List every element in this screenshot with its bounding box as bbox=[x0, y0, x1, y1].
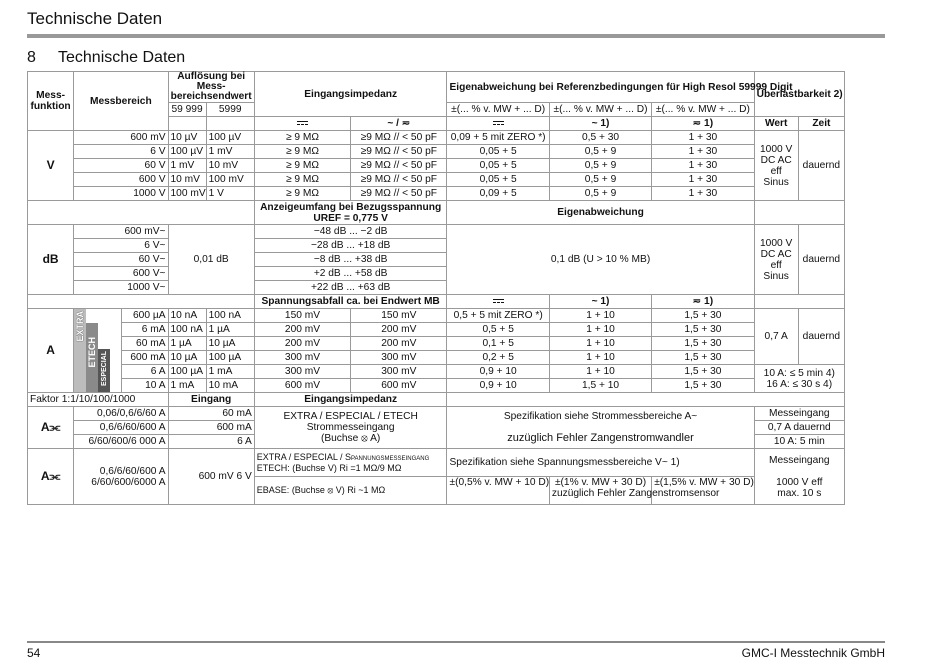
range-cell: 6 A bbox=[122, 365, 168, 379]
err-ac-cell: 0,5 + 9 bbox=[549, 159, 651, 173]
drop1-cell: 200 mV bbox=[254, 337, 350, 351]
h-err-sub3: ±(... % v. MW + ... D) bbox=[652, 103, 754, 117]
in-cell: 6 A bbox=[168, 435, 254, 449]
res2-cell: 1 µA bbox=[206, 323, 254, 337]
err-acdc-cell: 1 + 30 bbox=[652, 131, 754, 145]
clamp1-ol1: Messeingang bbox=[754, 407, 844, 421]
err-ac-cell: 1 + 10 bbox=[549, 309, 651, 323]
v-row bbox=[28, 187, 845, 201]
drop2-cell: 200 mV bbox=[351, 323, 447, 337]
drop1-cell: 200 mV bbox=[254, 323, 350, 337]
db-disp-cell: −48 dB ... −2 dB bbox=[254, 225, 447, 239]
imp-ac-cell: ≥9 MΩ // < 50 pF bbox=[351, 159, 447, 173]
a-h-acdc: ≂ 1) bbox=[652, 295, 754, 309]
a-header-blank bbox=[28, 295, 255, 309]
drop1-cell: 300 mV bbox=[254, 351, 350, 365]
func-db: dB bbox=[28, 225, 74, 295]
res2-cell: 1 mV bbox=[206, 145, 254, 159]
db-overload: 1000 V DC AC eff Sinus bbox=[754, 225, 798, 295]
range-cell: 10 A bbox=[122, 379, 168, 393]
h-error: Eigenabweichung bei Referenzbedingungen für High Resol 59999 Digit bbox=[447, 72, 754, 103]
footer-company: GMC-I Messtechnik GmbH bbox=[741, 646, 885, 660]
page-header-title: Technische Daten bbox=[27, 9, 163, 28]
range-cell: 600 mV bbox=[74, 131, 168, 145]
h-err-dc bbox=[447, 117, 549, 131]
err-acdc-cell: 1,5 + 30 bbox=[652, 323, 754, 337]
drop1-cell: 600 mV bbox=[254, 379, 350, 393]
clamp2-spec: Spezifikation siehe Spannungsmessbereiche V~ 1) bbox=[447, 449, 754, 477]
db-disp-cell: +2 dB ... +58 dB bbox=[254, 267, 447, 281]
a-overload2: 10 A: ≤ 5 min 4) bbox=[763, 367, 835, 379]
h-res-5999: 5999 bbox=[206, 103, 254, 117]
err-acdc-cell: 1,5 + 30 bbox=[652, 351, 754, 365]
range-cell: 60 mA bbox=[122, 337, 168, 351]
db-disp-cell: −28 dB ... +18 dB bbox=[254, 239, 447, 253]
res1-cell: 100 µV bbox=[168, 145, 206, 159]
db-err: 0,1 dB (U > 10 % MB) bbox=[447, 225, 754, 295]
err-dc-cell: 0,9 + 10 bbox=[447, 365, 549, 379]
h-function: Mess- funktion bbox=[28, 72, 74, 131]
err-dc-cell: 0,05 + 5 bbox=[447, 159, 549, 173]
clamp2-ol bbox=[754, 449, 844, 505]
h-zeit: Zeit bbox=[798, 117, 844, 131]
drop2-cell: 300 mV bbox=[351, 365, 447, 379]
range-cell: 600 µA bbox=[122, 309, 168, 323]
a-h-ac: ~ 1) bbox=[549, 295, 651, 309]
range-cell: 600 V~ bbox=[74, 267, 168, 281]
clamp1-ol3: 10 A: 5 min bbox=[754, 435, 844, 449]
v-row bbox=[28, 159, 845, 173]
err-dc-cell: 0,05 + 5 bbox=[447, 145, 549, 159]
clamp2-imp2: ETECH: (Buchse V) Ri =1 MΩ/9 MΩ bbox=[256, 462, 402, 473]
clamp2-imp1: EXTRA / ESPECIAL / Spannungsmesseingang bbox=[256, 451, 430, 462]
err-acdc-cell: 1,5 + 30 bbox=[652, 379, 754, 393]
h-overload: Überlastbarkeit 2) bbox=[754, 72, 844, 117]
clamp1-imp2: Strommesseingang bbox=[306, 422, 395, 433]
db-res: 0,01 dB bbox=[168, 225, 254, 295]
range-cell: 6 V bbox=[74, 145, 168, 159]
h-wert: Wert bbox=[754, 117, 798, 131]
range-cell: 1000 V bbox=[74, 187, 168, 201]
imp-ac-cell: ≥9 MΩ // < 50 pF bbox=[351, 131, 447, 145]
err-ac-cell: 0,5 + 9 bbox=[549, 145, 651, 159]
err-acdc-cell: 1,5 + 30 bbox=[652, 337, 754, 351]
a-bars bbox=[74, 309, 122, 393]
clamp1-imp1: EXTRA / ESPECIAL / ETECH bbox=[283, 411, 418, 422]
err-dc-cell: 0,05 + 5 bbox=[447, 173, 549, 187]
range-cell: 6/60/600/6 000 A bbox=[74, 435, 168, 449]
clamp1-ol2: 0,7 A dauernd bbox=[754, 421, 844, 435]
err-dc-cell: 0,5 + 5 mit ZERO *) bbox=[447, 309, 549, 323]
err-dc-cell: 0,2 + 5 bbox=[447, 351, 549, 365]
err-dc-cell: 0,5 + 5 bbox=[447, 323, 549, 337]
clamp2-extra: zuzüglich Fehler Zangenstromsensor bbox=[551, 488, 720, 499]
h-imp-dc bbox=[254, 117, 350, 131]
clamp2-ol3: max. 10 s bbox=[777, 487, 822, 499]
db-disp-cell: +22 dB ... +63 dB bbox=[254, 281, 447, 295]
db-zeit: dauernd bbox=[798, 225, 844, 295]
header-rule bbox=[27, 34, 885, 38]
res1-cell: 1 mA bbox=[168, 379, 206, 393]
page-number: 54 bbox=[27, 646, 41, 660]
bar-especial-label: ESPECIAL bbox=[101, 351, 109, 387]
imp-dc-cell: ≥ 9 MΩ bbox=[254, 145, 350, 159]
h-err-acdc: ≂ 1) bbox=[652, 117, 754, 131]
res1-cell: 100 mV bbox=[168, 187, 206, 201]
clamp1-imp3: (Buchse ⦻ A) bbox=[320, 433, 381, 444]
imp-dc-cell: ≥ 9 MΩ bbox=[254, 159, 350, 173]
section-number: 8 bbox=[27, 49, 36, 66]
range-cell: 600 V bbox=[74, 173, 168, 187]
res2-cell: 100 µV bbox=[206, 131, 254, 145]
bar-etech-label: ETECH bbox=[87, 337, 98, 368]
err-acdc-cell: 1 + 30 bbox=[652, 159, 754, 173]
a-row bbox=[28, 365, 845, 379]
a-row bbox=[28, 379, 845, 393]
res1-cell: 10 mV bbox=[168, 173, 206, 187]
res1-cell: 1 µA bbox=[168, 337, 206, 351]
imp-dc-cell: ≥ 9 MΩ bbox=[254, 187, 350, 201]
clamp2-in: 600 mV 6 V bbox=[168, 449, 254, 505]
imp-ac-cell: ≥9 MΩ // < 50 pF bbox=[351, 145, 447, 159]
db-h-uref: UREF = 0,775 V bbox=[313, 212, 388, 224]
err-ac-cell: 0,5 + 30 bbox=[549, 131, 651, 145]
err-acdc-cell: 1 + 30 bbox=[652, 145, 754, 159]
a-row bbox=[28, 309, 845, 323]
section-title: Technische Daten bbox=[58, 49, 186, 66]
clamp2-ol1: Messeingang bbox=[768, 454, 830, 466]
in-cell: 60 mA bbox=[168, 407, 254, 421]
err-ac-cell: 1 + 10 bbox=[549, 337, 651, 351]
h-err-sub2: ±(... % v. MW + ... D) bbox=[549, 103, 651, 117]
spec-table bbox=[27, 71, 845, 505]
clamp-impedance: Eingangsimpedanz bbox=[254, 393, 447, 407]
res2-cell: 100 µA bbox=[206, 351, 254, 365]
a-overload3: 16 A: ≤ 30 s 4) bbox=[766, 378, 833, 390]
a-h-drop: Spannungsabfall ca. bei Endwert MB bbox=[254, 295, 447, 309]
v-row bbox=[28, 131, 845, 145]
clamp2-ol2: 1000 V eff bbox=[776, 476, 823, 488]
clamp1-imp bbox=[254, 407, 447, 449]
clamp1-spec bbox=[447, 407, 754, 449]
h-res-blank1 bbox=[168, 117, 206, 131]
err-dc-cell: 0,09 + 5 bbox=[447, 187, 549, 201]
clamp2-row bbox=[28, 449, 845, 477]
range-cell: 600 mA bbox=[122, 351, 168, 365]
drop1-cell: 150 mV bbox=[254, 309, 350, 323]
clamp2-imp3: EBASE: (Buchse ⦻ V) Ri ~1 MΩ bbox=[254, 477, 447, 505]
drop2-cell: 600 mV bbox=[351, 379, 447, 393]
imp-dc-cell: ≥ 9 MΩ bbox=[254, 131, 350, 145]
err-acdc-cell: 1,5 + 30 bbox=[652, 309, 754, 323]
dc-symbol-icon bbox=[493, 299, 504, 303]
res2-cell: 10 mV bbox=[206, 159, 254, 173]
res2-cell: 100 mV bbox=[206, 173, 254, 187]
imp-ac-cell: ≥9 MΩ // < 50 pF bbox=[351, 173, 447, 187]
a-zeit: dauernd bbox=[798, 309, 844, 365]
func-v: V bbox=[28, 131, 74, 201]
res2-cell: 1 mA bbox=[206, 365, 254, 379]
err-ac-cell: 1 + 10 bbox=[549, 351, 651, 365]
res1-cell: 10 µA bbox=[168, 351, 206, 365]
h-res-blank2 bbox=[206, 117, 254, 131]
err-ac-cell: 1 + 10 bbox=[549, 365, 651, 379]
func-clamp-a: A⫘ bbox=[28, 407, 74, 449]
range-cell: 1000 V~ bbox=[74, 281, 168, 295]
a-h-dc bbox=[447, 295, 549, 309]
db-h-display-label: Anzeigeumfang bei Bezugsspannung bbox=[260, 201, 442, 213]
range-cell: 600 mV~ bbox=[74, 225, 168, 239]
err-acdc-cell: 1 + 30 bbox=[652, 187, 754, 201]
range-cell: 60 V bbox=[74, 159, 168, 173]
res1-cell: 100 nA bbox=[168, 323, 206, 337]
h-impedance: Eingangsimpedanz bbox=[254, 72, 447, 117]
dc-symbol-icon bbox=[297, 121, 308, 125]
dc-symbol-icon bbox=[493, 121, 504, 125]
imp-dc-cell: ≥ 9 MΩ bbox=[254, 173, 350, 187]
bar-etech bbox=[86, 323, 98, 392]
func-clamp-v: A⫘ bbox=[28, 449, 74, 505]
clamp1-extra: zuzüglich Fehler Zangenstromwandler bbox=[507, 432, 694, 444]
res1-cell: 1 mV bbox=[168, 159, 206, 173]
h-err-sub1: ±(... % v. MW + ... D) bbox=[447, 103, 549, 117]
db-h-error: Eigenabweichung bbox=[447, 201, 754, 225]
db-header-blank bbox=[28, 201, 255, 225]
clamp-eingang: Eingang bbox=[168, 393, 254, 407]
range-cell: 6 mA bbox=[122, 323, 168, 337]
v-row bbox=[28, 145, 845, 159]
res2-cell: 1 V bbox=[206, 187, 254, 201]
h-res-59999: 59 999 bbox=[168, 103, 206, 117]
clamp1-row bbox=[28, 407, 845, 421]
h-resolution: Auflösung bei Mess-bereichsendwert bbox=[168, 72, 254, 103]
a-overload1: 0,7 A bbox=[754, 309, 798, 365]
clamp2-e1: ±(0,5% v. MW + 10 D) bbox=[449, 477, 550, 488]
drop2-cell: 300 mV bbox=[351, 351, 447, 365]
db-disp-cell: −8 dB ... +38 dB bbox=[254, 253, 447, 267]
err-ac-cell: 1 + 10 bbox=[549, 323, 651, 337]
func-a: A bbox=[28, 309, 74, 393]
drop2-cell: 200 mV bbox=[351, 337, 447, 351]
h-err-ac: ~ 1) bbox=[549, 117, 651, 131]
imp-ac-cell: ≥9 MΩ // < 50 pF bbox=[351, 187, 447, 201]
range-cell: 6 V~ bbox=[74, 239, 168, 253]
bar-extra bbox=[74, 309, 86, 392]
res1-cell: 10 µV bbox=[168, 131, 206, 145]
v-row bbox=[28, 173, 845, 187]
clamp-factor: Faktor 1:1/10/100/1000 bbox=[28, 393, 169, 407]
footer-rule bbox=[27, 641, 885, 643]
clamp2-e-cell bbox=[447, 477, 549, 505]
a-overload-high bbox=[754, 365, 844, 393]
drop2-cell: 150 mV bbox=[351, 309, 447, 323]
db-h-display bbox=[254, 201, 447, 225]
a-h-blank bbox=[754, 295, 844, 309]
drop1-cell: 300 mV bbox=[254, 365, 350, 379]
err-ac-cell: 1,5 + 10 bbox=[549, 379, 651, 393]
a-row bbox=[28, 323, 845, 337]
h-imp-ac: ~ / ≂ bbox=[351, 117, 447, 131]
err-dc-cell: 0,9 + 10 bbox=[447, 379, 549, 393]
err-acdc-cell: 1,5 + 30 bbox=[652, 365, 754, 379]
res2-cell: 10 µA bbox=[206, 337, 254, 351]
range-cell: 0,06/0,6/6/60 A bbox=[74, 407, 168, 421]
res2-cell: 100 nA bbox=[206, 309, 254, 323]
v-zeit: dauernd bbox=[798, 131, 844, 201]
clamp2-range: 0,6/6/60/600 A 6/60/600/6000 A bbox=[74, 449, 168, 505]
db-row bbox=[28, 225, 845, 239]
v-overload: 1000 V DC AC eff Sinus bbox=[754, 131, 798, 201]
range-cell: 0,6/6/60/600 A bbox=[74, 421, 168, 435]
bar-extra-label: EXTRA bbox=[75, 311, 86, 342]
err-dc-cell: 0,09 + 5 mit ZERO *) bbox=[447, 131, 549, 145]
clamp2-e2: ±(1% v. MW + 30 D) bbox=[554, 477, 647, 488]
err-dc-cell: 0,1 + 5 bbox=[447, 337, 549, 351]
clamp2-e3: ±(1,5% v. MW + 30 D) bbox=[654, 477, 754, 488]
clamp1-spec-text: Spezifikation siehe Strommessbereiche A~ bbox=[503, 411, 698, 422]
err-acdc-cell: 1 + 30 bbox=[652, 173, 754, 187]
err-ac-cell: 0,5 + 9 bbox=[549, 187, 651, 201]
res2-cell: 10 mA bbox=[206, 379, 254, 393]
h-range: Messbereich bbox=[74, 72, 168, 131]
a-row bbox=[28, 351, 845, 365]
clamp2-imp-top bbox=[254, 449, 447, 477]
db-h-blank bbox=[754, 201, 844, 225]
res1-cell: 10 nA bbox=[168, 309, 206, 323]
res1-cell: 100 µA bbox=[168, 365, 206, 379]
bar-especial bbox=[98, 349, 110, 392]
err-ac-cell: 0,5 + 9 bbox=[549, 173, 651, 187]
a-row bbox=[28, 337, 845, 351]
in-cell: 600 mA bbox=[168, 421, 254, 435]
range-cell: 60 V~ bbox=[74, 253, 168, 267]
clamp-h-blank bbox=[447, 393, 845, 407]
